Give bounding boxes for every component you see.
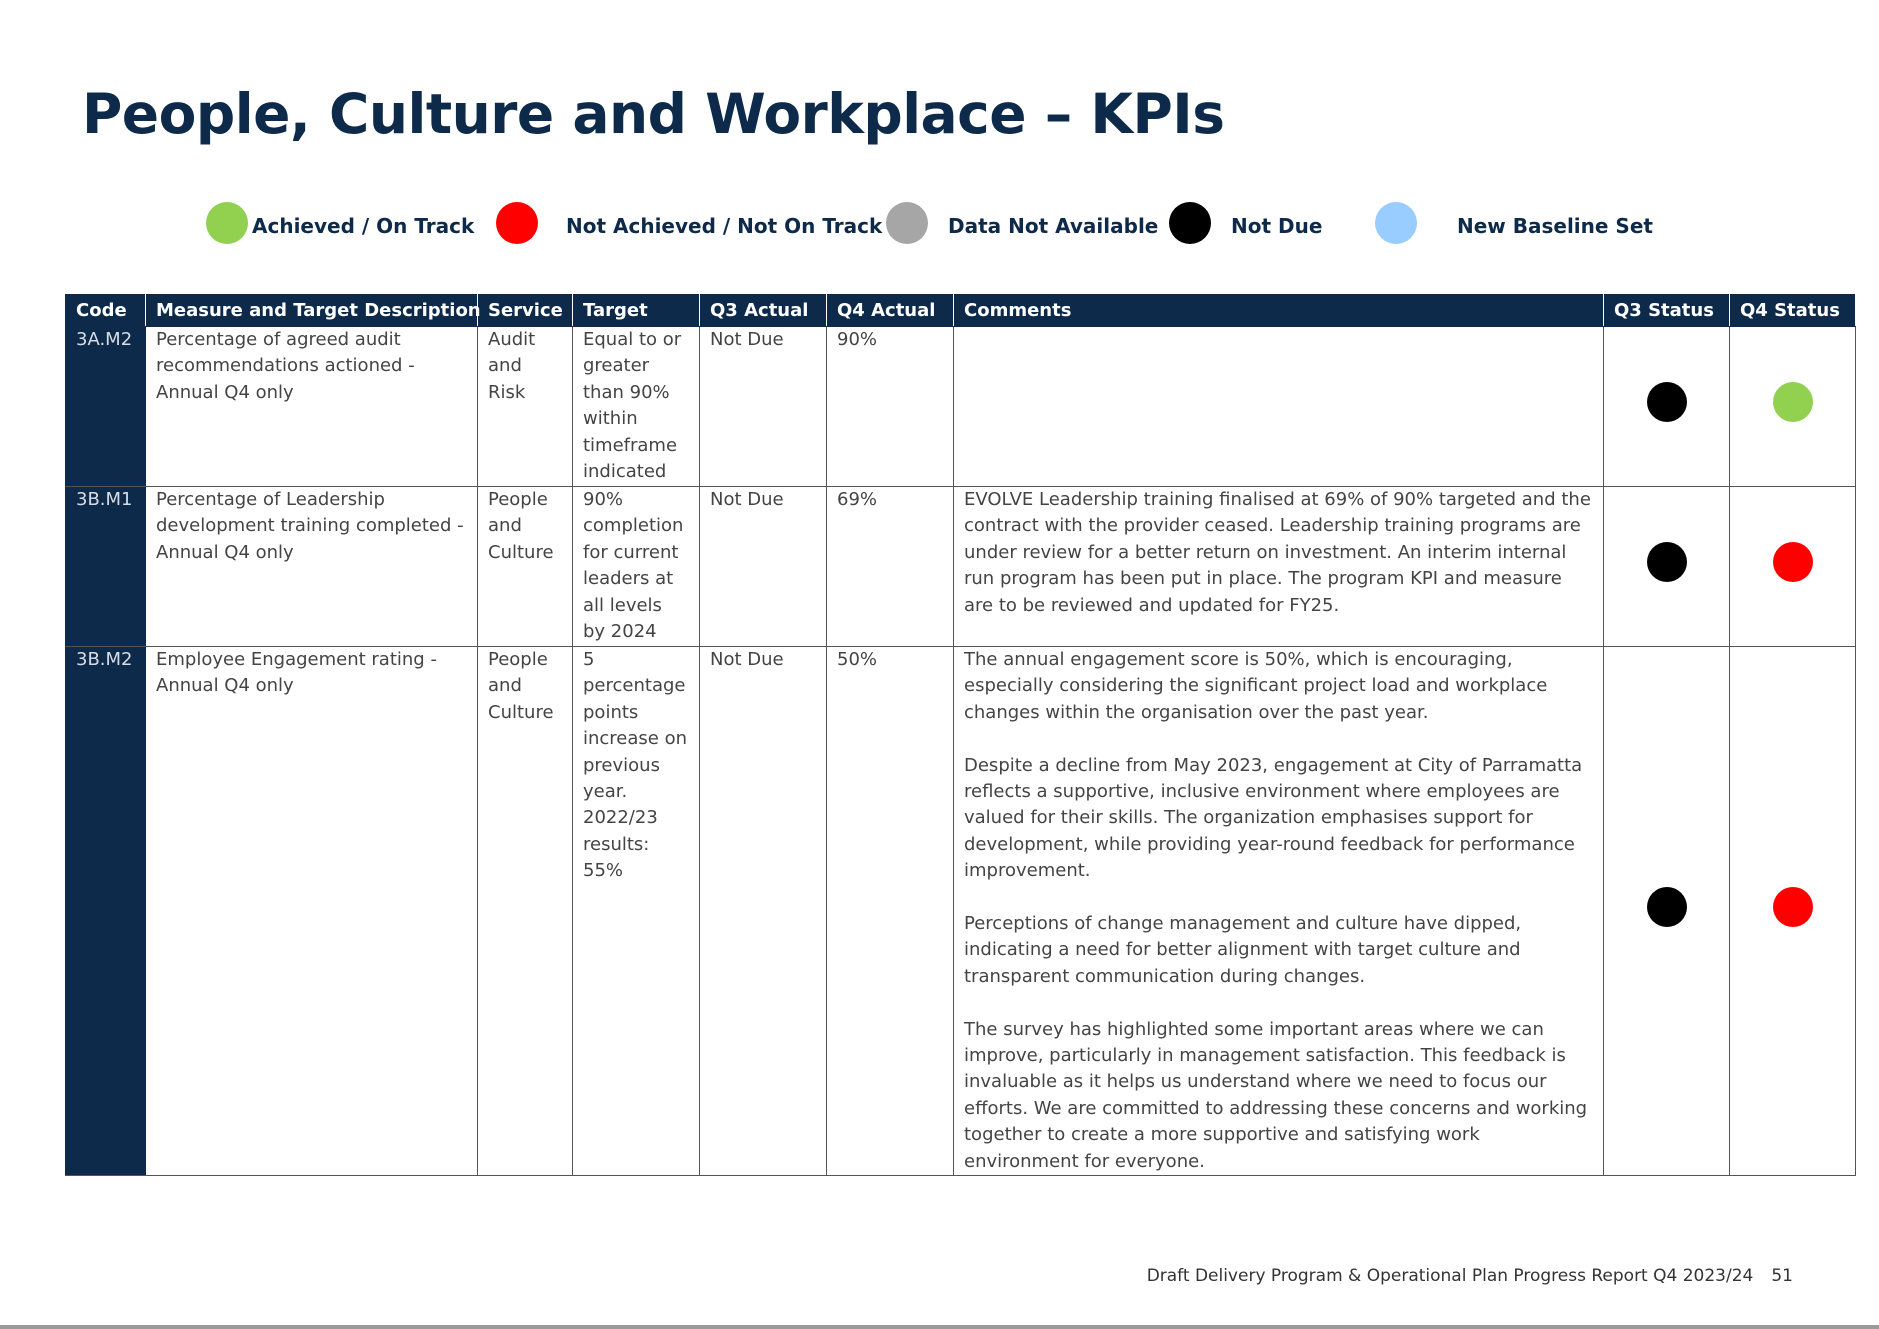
table-row	[66, 647, 1856, 1176]
not-due-status-icon	[1647, 542, 1687, 582]
kpi-q3-status	[1604, 327, 1730, 487]
legend-item-achieved	[206, 202, 474, 244]
kpi-table	[65, 293, 1856, 1176]
kpi-code: 3B.M1	[66, 487, 146, 647]
kpi-measure: Employee Engagement rating - Annual Q4 only	[146, 647, 478, 1176]
kpi-q3-actual: Not Due	[700, 327, 827, 487]
column-header-q4-actual: Q4 Actual	[827, 294, 954, 327]
column-header-service: Service	[478, 294, 573, 327]
legend-label: New Baseline Set	[1457, 214, 1653, 238]
legend-label: Not Achieved / Not On Track	[566, 214, 883, 238]
page-number: 51	[1771, 1266, 1793, 1286]
kpi-service: People and Culture	[478, 647, 573, 1176]
kpi-code: 3B.M2	[66, 647, 146, 1176]
column-header-measure: Measure and Target Description	[146, 294, 478, 327]
kpi-target: 90% completion for current leaders at all levels by 2024	[573, 487, 700, 647]
new-baseline-dot-icon	[1375, 202, 1417, 244]
kpi-q3-actual: Not Due	[700, 647, 827, 1176]
column-header-comments: Comments	[954, 294, 1604, 327]
not-due-status-icon	[1647, 887, 1687, 927]
table-row	[66, 327, 1856, 487]
comment-paragraph: Despite a decline from May 2023, engagement at City of Parramatta reflects a supportive, inclusive environment where employees are valued for their skills. The organization emphasises support for development, while providing year-round feedback for performance improvement.	[964, 754, 1583, 882]
table-row	[66, 487, 1856, 647]
achieved-dot-icon	[206, 202, 248, 244]
kpi-target: 5 percentage points increase on previous year. 2022/23 results: 55%	[573, 647, 700, 1176]
kpi-q4-actual: 50%	[827, 647, 954, 1176]
kpi-comments	[954, 327, 1604, 487]
kpi-measure: Percentage of Leadership development training completed - Annual Q4 only	[146, 487, 478, 647]
achieved-status-icon	[1773, 382, 1813, 422]
legend-label: Not Due	[1231, 214, 1323, 238]
kpi-q4-status	[1730, 327, 1856, 487]
legend-item-new-baseline	[1375, 202, 1653, 244]
kpi-comments	[954, 487, 1604, 647]
table-header-row	[66, 294, 1856, 327]
not-achieved-dot-icon	[496, 202, 538, 244]
page-footer	[0, 1266, 1793, 1286]
kpi-q4-status	[1730, 487, 1856, 647]
comment-paragraph: EVOLVE Leadership training finalised at 69% of 90% targeted and the contract with the provider ceased. Leadership training programs are under review for a better return on investment. An interim internal run program has been put in place. The program KPI and measure are to be reviewed and updated for FY25.	[964, 489, 1591, 616]
legend-label: Achieved / On Track	[252, 214, 475, 238]
legend-item-data-not-available	[886, 202, 1158, 244]
comment-paragraph: The survey has highlighted some important areas where we can improve, particularly in management satisfaction. This feedback is invaluable as it helps us understand where we need to focus our efforts. We are committed to addressing these concerns and working together to create a more supportive and satisfying work environment for everyone.	[964, 1018, 1588, 1172]
not-achieved-status-icon	[1773, 887, 1813, 927]
legend-label: Data Not Available	[948, 214, 1159, 238]
kpi-q4-status	[1730, 647, 1856, 1176]
page-title: People, Culture and Workplace – KPIs	[82, 82, 1225, 146]
legend-item-not-due	[1169, 202, 1322, 244]
kpi-target: Equal to or greater than 90% within timeframe indicated	[573, 327, 700, 487]
column-header-target: Target	[573, 294, 700, 327]
kpi-q4-actual: 69%	[827, 487, 954, 647]
legend-item-not-achieved	[496, 202, 882, 244]
kpi-service: People and Culture	[478, 487, 573, 647]
not-due-dot-icon	[1169, 202, 1211, 244]
kpi-q3-actual: Not Due	[700, 487, 827, 647]
comment-paragraph: Perceptions of change management and culture have dipped, indicating a need for better alignment with target culture and transparent communication during changes.	[964, 913, 1522, 987]
kpi-comments	[954, 647, 1604, 1176]
kpi-code: 3A.M2	[66, 327, 146, 487]
column-header-q4-status: Q4 Status	[1730, 294, 1856, 327]
not-achieved-status-icon	[1773, 542, 1813, 582]
footer-report-title: Draft Delivery Program & Operational Plan Progress Report Q4 2023/24	[1146, 1266, 1754, 1286]
kpi-q4-actual: 90%	[827, 327, 954, 487]
kpi-q3-status	[1604, 487, 1730, 647]
kpi-q3-status	[1604, 647, 1730, 1176]
column-header-q3-actual: Q3 Actual	[700, 294, 827, 327]
data-not-available-dot-icon	[886, 202, 928, 244]
column-header-q3-status: Q3 Status	[1604, 294, 1730, 327]
not-due-status-icon	[1647, 382, 1687, 422]
comment-paragraph: The annual engagement score is 50%, which is encouraging, especially considering the significant project load and workplace changes within the organisation over the past year.	[964, 649, 1548, 723]
kpi-measure: Percentage of agreed audit recommendations actioned - Annual Q4 only	[146, 327, 478, 487]
column-header-code: Code	[66, 294, 146, 327]
kpi-service: Audit and Risk	[478, 327, 573, 487]
bottom-divider	[0, 1325, 1879, 1329]
